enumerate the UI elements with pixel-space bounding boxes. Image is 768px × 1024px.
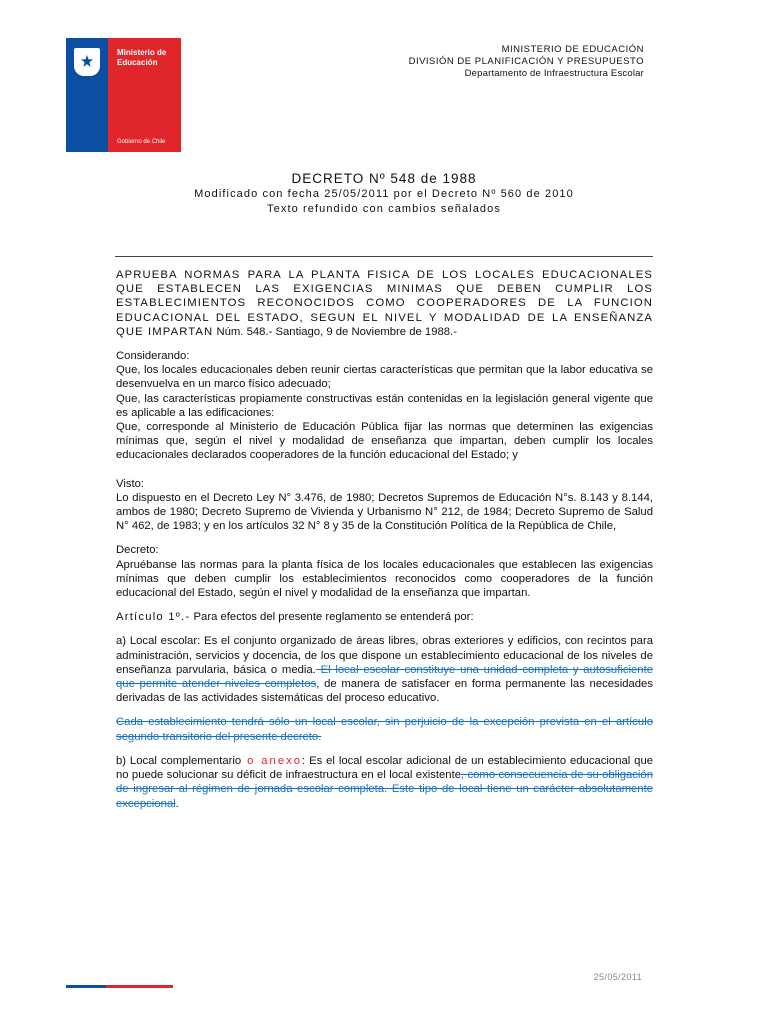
document-header bbox=[409, 44, 644, 80]
title-block bbox=[0, 170, 768, 217]
considerando-2: Que, las características propiamente constructivas están contenidas en la legislación general vigente que es aplicable a las edificaciones: bbox=[116, 392, 653, 419]
logo-government-name: Gobierno de Chile bbox=[117, 139, 166, 145]
footer-bar-blue bbox=[66, 985, 106, 988]
header-ministry: MINISTERIO DE EDUCACIÓN bbox=[501, 44, 644, 55]
visto-section bbox=[116, 477, 653, 534]
logo-blue-band bbox=[66, 38, 108, 152]
definition-b bbox=[116, 754, 653, 811]
footer-date: 25/05/2011 bbox=[593, 972, 642, 982]
footer-bar-red bbox=[106, 985, 173, 988]
article-1 bbox=[116, 610, 653, 624]
visto-label: Visto: bbox=[116, 477, 145, 490]
decreto-text: Apruébanse las normas para la planta física de los locales educacionales que establecen las exigencias mínimas que deben cumplir los establecimientos reconocidos como cooperadores de la función educacional del Estado, según el nivel y modalidad de la enseñanza que impartan. bbox=[116, 558, 653, 600]
considerando-label: Considerando: bbox=[116, 350, 190, 363]
considerando-1: Que, los locales educacionales deben reunir ciertas características que permitan que la labor educativa se desenvuelva en un marco físico adecuado; bbox=[116, 364, 653, 391]
decreto-section bbox=[116, 543, 653, 600]
definition-b-end: . bbox=[175, 797, 179, 810]
definition-b-struck: , como consecuencia de su obligación de ingresar al régimen de jornada escolar completa. Este tipo de local tiene un carácter absolutamente excepcional bbox=[116, 769, 653, 810]
decree-consolidated-note: Texto refundido con cambios señalados bbox=[267, 203, 501, 215]
definition-b-added: o anexo bbox=[241, 754, 303, 767]
decree-number-date: Núm. 548.- Santiago, 9 de Noviembre de 1988.- bbox=[213, 325, 457, 338]
header-divider bbox=[115, 256, 653, 257]
decree-heading: APRUEBA NORMAS PARA LA PLANTA FISICA DE LOS LOCALES EDUCACIONALES QUE ESTABLECEN LAS EXIGENCIAS MINIMAS QUE DEBEN CUMPLIR LOS ESTABLECIMIENTOS RECONOCIDOS COMO COOPERADORES DE LA FUNCION EDUCACIONAL DEL ESTADO, SEGUN EL NIVEL Y MODALIDAD DE LA ENSEÑANZA QUE IMPARTAN bbox=[116, 269, 653, 338]
logo-ministry-name: Ministerio de Educación bbox=[117, 48, 167, 67]
ministry-logo bbox=[66, 38, 181, 152]
definition-a bbox=[116, 634, 653, 705]
coat-of-arms-icon bbox=[74, 48, 100, 76]
definition-b-prefix: b) Local complementario bbox=[116, 754, 242, 767]
header-department: Departamento de Infraestructura Escolar bbox=[464, 68, 644, 79]
decree-title: DECRETO Nº 548 de 1988 bbox=[291, 171, 477, 186]
visto-text: Lo dispuesto en el Decreto Ley N° 3.476, de 1980; Decretos Supremos de Educación N°s. 8.143 y 8.144, ambos de 1980; Decreto Supremo de Vivienda y Urbanismo N° 212, de 1984; Decreto Supremo de Salud N° 462, de 1983; y en los artículos 32 N° 8 y 35 de la Constitución Política de la República de Chile, bbox=[116, 491, 653, 533]
definition-a-rest: , de manera de satisfacer en forma permanente las necesidades derivadas de las actividades sistemáticas del proceso educativo. bbox=[116, 678, 653, 705]
decree-modified-note: Modificado con fecha 25/05/2011 por el Decreto Nº 560 de 2010 bbox=[194, 188, 574, 200]
decree-heading-paragraph bbox=[116, 268, 653, 339]
document-body bbox=[116, 268, 653, 821]
decreto-label: Decreto: bbox=[116, 544, 159, 557]
header-division: DIVISIÓN DE PLANIFICACIÓN Y PRESUPUESTO bbox=[408, 56, 644, 67]
considerando-3: Que, corresponde al Ministerio de Educación Pública fijar las normas que determinen las exigencias mínimas que, según el nivel y modalidad de enseñanza que impartan, deben cumplir los locales educacionales declarados cooperadores de la función educacional del Estado; y bbox=[116, 421, 653, 462]
definition-a-text: a) Local escolar: Es el conjunto organizado de áreas libres, obras exteriores y edificios, con recintos para administración, servicios y docencia, de los que dispone un establecimiento educacional de los niveles de enseñanza parvularia, básica o media. bbox=[116, 635, 653, 676]
struck-paragraph: Cada establecimiento tendrá sólo un local escolar, sin perjuicio de la excepción prevista en el artículo segundo transitorio del presente decreto. bbox=[116, 716, 653, 743]
article-1-label: Artículo 1º.- bbox=[116, 611, 191, 624]
considerando-section bbox=[116, 349, 653, 463]
footer-color-bar bbox=[66, 985, 173, 988]
article-1-text: Para efectos del presente reglamento se entenderá por: bbox=[190, 611, 474, 624]
definition-a-struck: El local escolar constituye una unidad completa y autosuficiente que permite atender niveles completos bbox=[116, 663, 654, 691]
definition-b-text: : Es el local escolar adicional de un establecimiento educacional que no puede solucionar su déficit de infraestructura en el local existente bbox=[116, 754, 654, 782]
